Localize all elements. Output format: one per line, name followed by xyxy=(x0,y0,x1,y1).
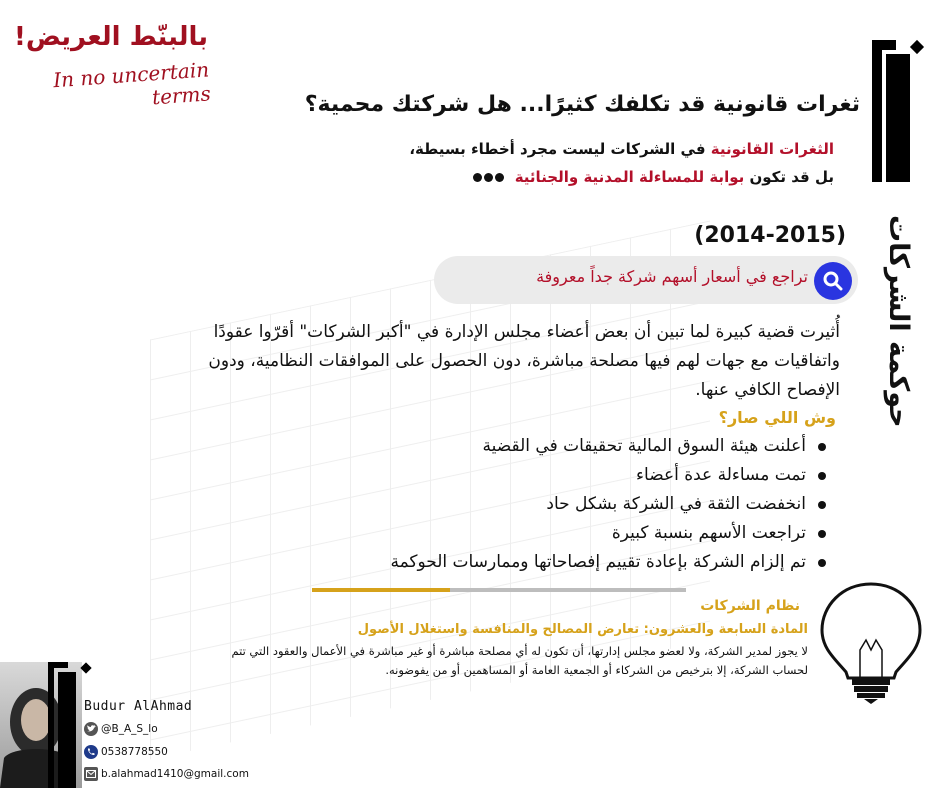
email-icon xyxy=(84,767,98,781)
list-item: تمت مساءلة عدة أعضاء xyxy=(300,461,836,490)
logo-mark xyxy=(872,40,910,182)
author-name: Budur AlAhmad xyxy=(84,699,193,714)
bullet-icon xyxy=(818,501,826,509)
phone-icon xyxy=(84,745,98,759)
list-item: تم إلزام الشركة بإعادة تقييم إفصاحاتها وممارسات الحوكمة xyxy=(300,548,836,577)
light-bulb-icon xyxy=(816,580,926,705)
headline: ثغرات قانونية قد تكلفك كثيرًا... هل شركتك محمية؟ xyxy=(304,92,860,117)
phone-contact[interactable] xyxy=(84,745,168,759)
twitter-handle: @B_A_S_lo xyxy=(101,723,158,735)
twitter-icon xyxy=(84,722,98,736)
email-contact[interactable] xyxy=(84,767,249,781)
divider xyxy=(450,588,686,592)
logo-diamond-icon xyxy=(910,40,924,54)
case-paragraph: أُثيرت قضية كبيرة لما تبين أن بعض أعضاء مجلس الإدارة في "أكبر الشركات" أقرّوا عقودًا واتفاقيات مع جهات لهم فيها مصلحة مباشرة، دون الحصول على الموافقات النظامية، ودون الإفصاح الكافي عنها. xyxy=(208,322,840,400)
intro-line-2 xyxy=(360,168,834,186)
list-item: انخفضت الثقة في الشركة بشكل حاد xyxy=(300,490,836,519)
search-text: تراجع في أسعار أسهم شركة جداً معروفة xyxy=(536,267,808,286)
twitter-contact[interactable] xyxy=(84,722,158,736)
bullet-icon xyxy=(818,530,826,538)
brand-english: In no uncertain terms xyxy=(52,57,212,110)
divider-accent xyxy=(312,588,450,592)
law-title: نظام الشركات xyxy=(700,598,800,614)
intro-line-1 xyxy=(360,140,834,158)
bullet-icon xyxy=(818,559,826,567)
years-label: (2014-2015) xyxy=(694,223,846,248)
list-item: تراجعت الأسهم بنسبة كبيرة xyxy=(300,519,836,548)
bullet-icon xyxy=(818,472,826,480)
what-happened-heading: وش اللي صار؟ xyxy=(718,408,836,427)
bullet-icon xyxy=(818,443,826,451)
intro-text-2: بل قد تكون xyxy=(744,168,834,186)
intro-highlight-2: بوابة للمساءلة المدنية والجنائية xyxy=(514,168,745,186)
list-item: أعلنت هيئة السوق المالية تحقيقات في القضية xyxy=(300,432,836,461)
law-text: لا يجوز لمدير الشركة، ولا لعضو مجلس إدارتها، أن تكون له أي مصلحة مباشرة أو غير مباشرة في الأعمال والعقود التي تتم لحساب الشركة، إلا بترخيص من الشركاء أو الجمعية العامة أو المساهمين أو من يفوضونه. xyxy=(231,644,808,677)
logo-mark-small xyxy=(48,662,78,788)
bullet-list xyxy=(300,432,836,577)
intro-highlight-1: الثغرات القانونية xyxy=(710,140,834,158)
brand-arabic: بالبنّط العريض! xyxy=(13,22,208,52)
ellipsis-dots-icon xyxy=(472,168,505,186)
side-title: حوكمة الشركات xyxy=(883,215,914,428)
search-button[interactable] xyxy=(814,262,852,300)
intro-text-1: في الشركات ليست مجرد أخطاء بسيطة، xyxy=(409,140,711,158)
logo-diamond-icon xyxy=(80,662,91,673)
law-article: المادة السابعة والعشرون: تعارض المصالح والمنافسة واستغلال الأصول xyxy=(357,622,808,637)
phone-number: 0538778550 xyxy=(101,746,168,758)
email-address: b.alahmad1410@gmail.com xyxy=(101,768,249,780)
search-icon xyxy=(823,271,843,291)
